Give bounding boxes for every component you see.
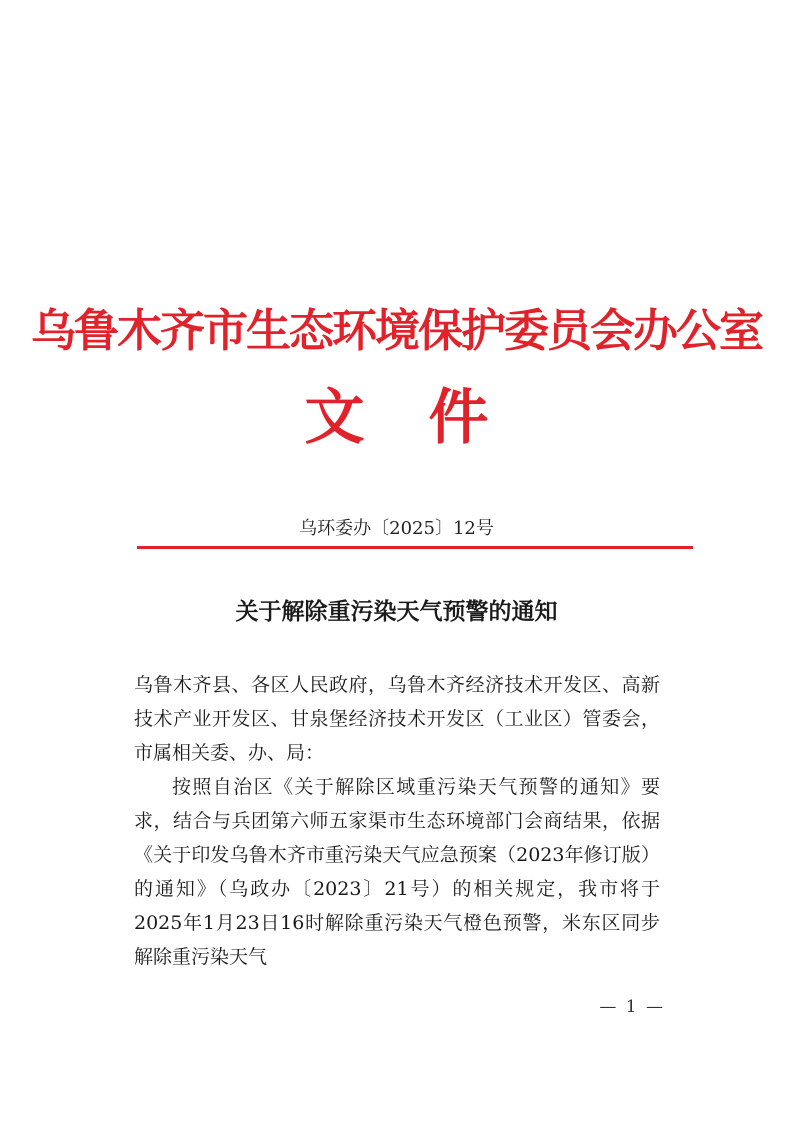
document-type-heading [0, 378, 793, 458]
page-number: — 1 — [599, 997, 665, 1017]
notice-title: 关于解除重污染天气预警的通知 [235, 598, 558, 625]
issuing-organization: 乌鲁木齐市生态环境保护委员会办公室 [30, 304, 762, 357]
page-number-footer [0, 995, 793, 1019]
red-separator-line [137, 546, 693, 549]
document-type-char-2: 件 [428, 383, 489, 453]
document-body [134, 668, 660, 974]
recipients-paragraph: 乌鲁木齐县、各区人民政府，乌鲁木齐经济技术开发区、高新技术产业开发区、甘泉堡经济技术开发区（工业区）管委会，市属相关委、办、局： [134, 674, 660, 764]
document-type-char-1: 文 [304, 383, 365, 453]
body-paragraph: 按照自治区《关于解除区域重污染天气预警的通知》要求，结合与兵团第六师五家渠市生态环境部门会商结果，依据《关于印发乌鲁木齐市重污染天气应急预案（2023年修订版）的通知》（乌政办〔2023〕21号）的相关规定，我市将于2025年1月23日16时解除重污染天气橙色预警，米东区同步解除重污染天气 [134, 776, 660, 968]
document-number: 乌环委办〔2025〕12号 [299, 518, 494, 539]
